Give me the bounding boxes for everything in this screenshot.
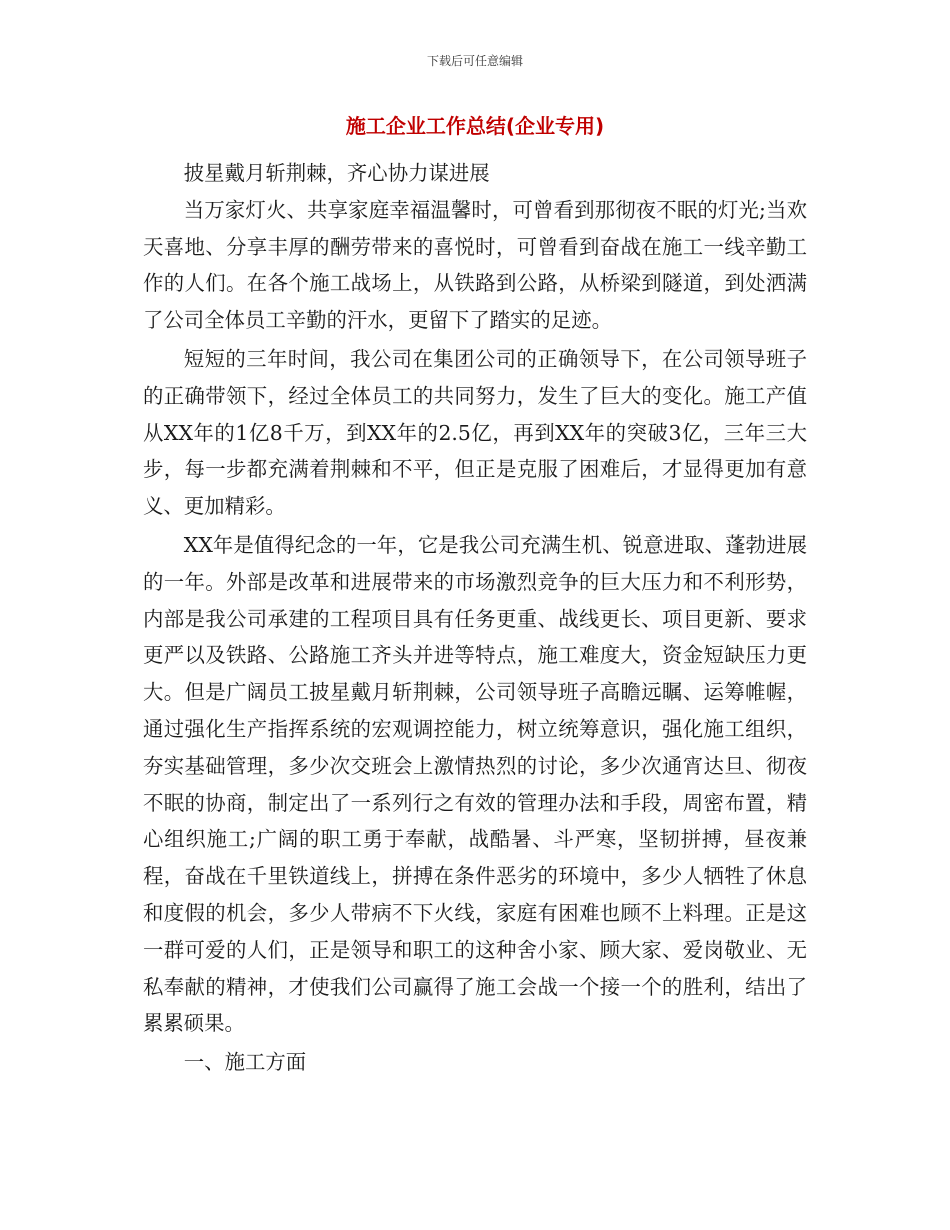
paragraph: 短短的三年时间，我公司在集团公司的正确领导下，在公司领导班子的正确带领下，经过全体员工的共同努力，发生了巨大的变化。施工产值从XX年的1亿8千万，到XX年的2.5亿，再到XX年的突破3亿，三年三大步，每一步都充满着荆棘和不平，但正是克服了困难后，才显得更加有意义、更加精彩。 xyxy=(143,346,807,519)
document-body xyxy=(143,155,807,1081)
paragraph: 当万家灯火、共享家庭幸福温馨时，可曾看到那彻夜不眠的灯光;当欢天喜地、分享丰厚的酬劳带来的喜悦时，可曾看到奋战在施工一线辛勤工作的人们。在各个施工战场上，从铁路到公路，从桥梁到隧道，到处洒满了公司全体员工辛勤的汗水，更留下了踏实的足迹。 xyxy=(143,197,807,333)
paragraph: XX年是值得纪念的一年，它是我公司充满生机、锐意进取、蓬勃进展的一年。外部是改革和进展带来的市场激烈竞争的巨大压力和不利形势，内部是我公司承建的工程项目具有任务更重、战线更长、项目更新、要求更严以及铁路、公路施工齐头并进等特点，施工难度大，资金短缺压力更大。但是广阔员工披星戴月斩荆棘，公司领导班子高瞻远瞩、运筹帷幄，通过强化生产指挥系统的宏观调控能力，树立统筹意识，强化施工组织，夯实基础管理，多少次交班会上激情热烈的讨论，多少次通宵达旦、彻夜不眠的协商，制定出了一系列行之有效的管理办法和手段，周密布置，精心组织施工;广阔的职工勇于奉献，战酷暑、斗严寒，坚韧拼搏，昼夜兼程，奋战在千里铁道线上，拼搏在条件恶劣的环境中，多少人牺牲了休息和度假的机会，多少人带病不下火线，家庭有困难也顾不上料理。正是这一群可爱的人们，正是领导和职工的这种舍小家、顾大家、爱岗敬业、无私奉献的精神，才使我们公司赢得了施工会战一个接一个的胜利，结出了累累硕果。 xyxy=(143,532,807,1036)
document-title: 施工企业工作总结(企业专用) xyxy=(345,114,605,138)
paragraph-subtitle: 披星戴月斩荆棘，齐心协力谋进展 xyxy=(183,161,490,185)
header-note: 下载后可任意编辑 xyxy=(426,54,523,68)
section-heading: 一、施工方面 xyxy=(183,1050,307,1075)
